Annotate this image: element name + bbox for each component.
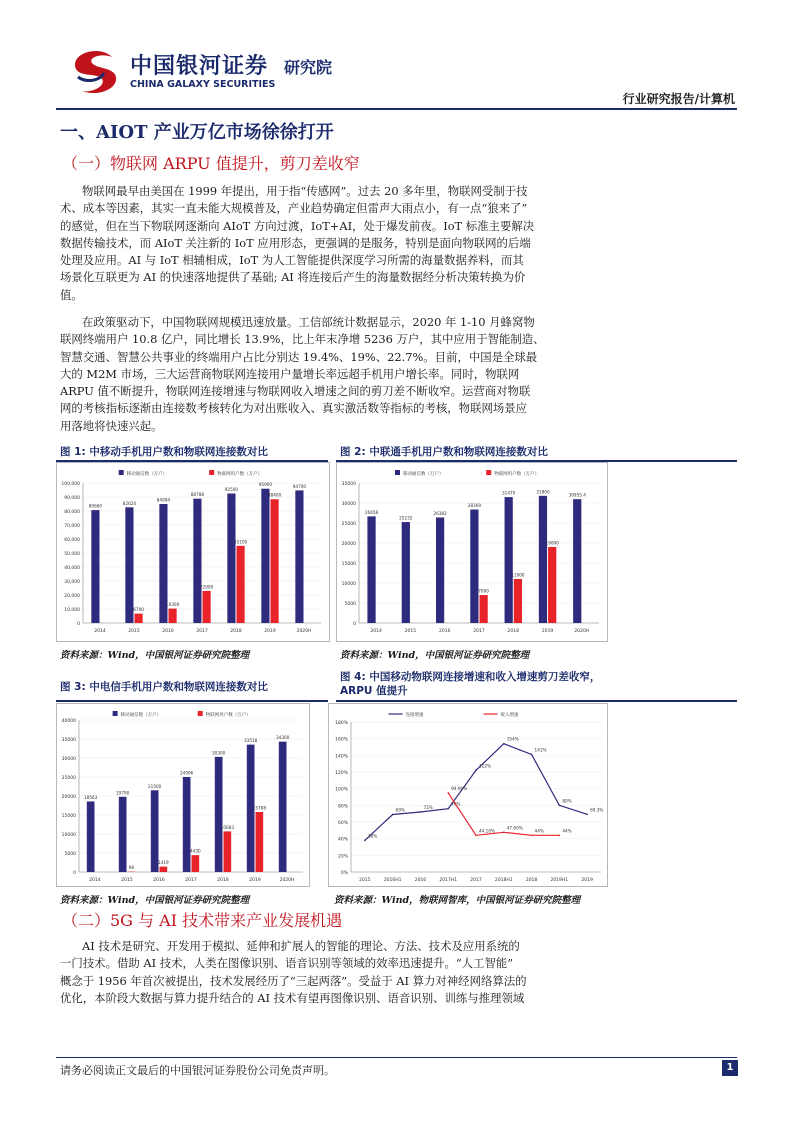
bar [192, 855, 200, 872]
x-tick-label: 2015 [359, 878, 371, 883]
x-tick-label: 2014 [370, 629, 382, 634]
x-tick-label: 2014 [89, 878, 101, 883]
footer-divider [56, 1057, 737, 1058]
data-label: 55100 [233, 539, 248, 545]
figure-1-chart [56, 462, 330, 642]
bar [87, 801, 95, 872]
brand-name-en: CHINA GALAXY SECURITIES [130, 79, 276, 90]
y-tick-label: 25000 [341, 522, 356, 527]
data-label: 88788 [190, 492, 205, 498]
data-point [503, 743, 505, 745]
x-tick-label: 2014 [94, 629, 106, 634]
bar [470, 510, 478, 623]
bar [224, 831, 232, 872]
legend-label: 移动通信数（万户） [403, 472, 444, 477]
data-label: 69% [395, 807, 405, 813]
data-label: 44% [562, 828, 572, 834]
bar [548, 547, 556, 623]
data-label: 98 [128, 865, 135, 871]
paragraph-2 [60, 314, 735, 435]
institute-name: 研究院 [284, 58, 333, 77]
y-tick-label: 0 [353, 622, 356, 627]
x-tick-label: 2018 [217, 878, 229, 883]
figure-4-chart [328, 703, 608, 887]
data-label: 15788 [252, 805, 267, 811]
data-label: 94.90% [451, 785, 468, 791]
x-tick-label: 2020H [574, 629, 590, 634]
figure-1-source: 资料来源：Wind，中国银河证券研究院整理 [60, 650, 250, 661]
x-tick-label: 2017 [185, 878, 197, 883]
x-tick-label: 2017 [470, 878, 482, 883]
data-label: 24996 [179, 770, 194, 776]
data-point [420, 811, 422, 813]
y-tick-label: 5000 [64, 852, 76, 857]
data-label: 122% [479, 763, 491, 769]
bar [135, 614, 143, 623]
data-label: 84994 [156, 497, 171, 503]
data-label: 30955.4 [568, 492, 586, 498]
y-tick-label: 120% [335, 771, 348, 776]
y-tick-label: 100,000 [61, 482, 80, 487]
data-label: 6700 [133, 607, 144, 613]
y-tick-label: 20000 [61, 795, 76, 800]
bar [160, 867, 168, 872]
series-line [365, 744, 587, 841]
data-point [586, 813, 588, 815]
header-divider [56, 108, 737, 110]
data-label: 76% [451, 801, 461, 807]
data-point [447, 792, 449, 794]
x-tick-label: 2020H [296, 629, 312, 634]
paragraph-line: 的感觉，但在当下物联网逐渐向 AIoT 方向过渡，IoT+AI，处于爆发前夜。IoT 标准主要解决 [60, 218, 535, 233]
report-type: 行业研究报告/计算机 [622, 92, 735, 106]
x-tick-label: 2016 [162, 629, 174, 634]
bar [505, 497, 513, 623]
data-label: 80660 [88, 503, 103, 509]
x-tick-label: 2019 [541, 629, 554, 634]
data-label: 19790 [115, 790, 130, 796]
x-tick-label: 2017H1 [439, 878, 458, 883]
x-tick-label: 2016H1 [383, 878, 402, 883]
y-tick-label: 20,000 [64, 594, 80, 599]
y-tick-label: 60,000 [64, 538, 80, 543]
data-label: 82624 [122, 500, 137, 506]
legend-label: 移动通信数（万户） [126, 472, 168, 477]
bar [227, 494, 235, 624]
y-tick-label: 5000 [344, 602, 356, 607]
figure-2-source: 资料来源：Wind，中国银河证券研究院整理 [340, 650, 530, 661]
paragraph-line: 物联网最早由美国在 1999 年提出，用于指“传感网”。过去 20 多年里，物联网受制于技 [82, 184, 528, 198]
y-tick-label: 80,000 [64, 510, 80, 515]
bar [514, 579, 522, 623]
data-label: 4430 [190, 848, 201, 854]
y-tick-label: 50,000 [64, 552, 80, 557]
bar [539, 496, 547, 623]
data-label: 38% [367, 833, 378, 839]
y-tick-label: 15000 [61, 814, 76, 819]
subsection-title-1: （一）物联网 ARPU 值提升，剪刀差收窄 [62, 154, 360, 173]
bar [295, 490, 303, 623]
bar [237, 546, 245, 623]
y-tick-label: 0% [340, 871, 348, 876]
y-tick-label: 30000 [341, 502, 356, 507]
bar [271, 499, 279, 623]
x-tick-label: 2019 [581, 878, 593, 883]
y-tick-label: 70,000 [64, 524, 80, 529]
legend-label: 物联网用户数（万户） [494, 472, 540, 477]
legend-swatch [198, 711, 203, 716]
paragraph-3 [60, 938, 735, 1007]
data-label: 10300 [165, 602, 180, 608]
data-label: 95900 [258, 482, 273, 488]
bar [256, 812, 264, 872]
footer-disclaimer: 请务必阅读正文最后的中国银河证券股份公司免责声明。 [60, 1064, 335, 1077]
data-label: 72% [423, 805, 433, 810]
data-label: 11000 [511, 572, 525, 578]
subsection-title-2: （二）5G 与 AI 技术带来产业发展机遇 [62, 911, 343, 930]
figure-3-source: 资料来源：Wind，中国银河证券研究院整理 [60, 895, 250, 906]
paragraph-line: 在政策驱动下，中国物联网规模迅速放量。工信部统计数据显示，2020 年 1-10 月蜂窝物 [82, 315, 535, 329]
data-label: 34300 [275, 735, 290, 741]
paragraph-line: 智慧交通、智慧公共事业的终端用户占比分别达 19.4%、19%、22.7%。目前，中国是全球最 [60, 349, 538, 364]
data-label: 25232 [399, 515, 413, 521]
data-label: 80% [562, 798, 572, 804]
galaxy-logo-icon [68, 47, 124, 97]
y-tick-label: 80% [337, 804, 348, 810]
paragraph-line: 用落地将快速兴起。 [60, 418, 163, 433]
y-tick-label: 60% [337, 821, 348, 826]
y-tick-label: 35000 [341, 482, 356, 487]
paragraph-line: 场景化互联更为 AI 的快速落地提供了基础; AI 将连接后产生的海量数据经分析决策转换为价 [60, 270, 526, 285]
paragraph-line: 优化，本阶段大数据与算力提升结合的 AI 技术有望再图像识别、语音识别、训练与推理领域 [60, 990, 525, 1005]
y-tick-label: 10000 [61, 833, 76, 838]
bar [125, 507, 133, 623]
data-label: 92500 [224, 487, 239, 492]
x-tick-label: 2019H1 [550, 878, 569, 883]
y-tick-label: 20% [337, 854, 348, 860]
y-tick-label: 90,000 [64, 496, 80, 501]
data-label: 21500 [147, 783, 162, 789]
data-label: 31470 [502, 490, 516, 496]
paragraph-1 [60, 183, 735, 304]
data-label: 28369 [467, 503, 482, 509]
y-tick-label: 10,000 [64, 608, 80, 613]
paragraph-line: 大的 M2M 市场，三大运营商物联网连接用户量增长率远超手机用户增长率。同时，物联网 [60, 366, 520, 381]
y-tick-label: 0 [73, 871, 76, 876]
legend-label: 连接增速 [405, 713, 424, 718]
data-label: 154% [506, 736, 519, 742]
y-tick-label: 140% [335, 754, 348, 760]
legend-swatch [113, 711, 118, 716]
bar [119, 797, 127, 872]
logo [68, 45, 368, 105]
bar [203, 591, 211, 623]
x-tick-label: 2015 [404, 629, 417, 634]
y-tick-label: 180% [335, 721, 348, 726]
data-label: 31800 [536, 489, 550, 495]
bar [183, 777, 191, 872]
data-label: 10683 [220, 824, 235, 830]
figure-3-title: 图 3: 中电信手机用户数和物联网连接数对比 [60, 681, 268, 693]
bar [402, 522, 410, 623]
legend-swatch [486, 470, 491, 475]
paragraph-line: 数据传输技术，而 AIoT 关注新的 IoT 应用形态，更强调的是服务，特别是面向物联网的后端 [60, 235, 531, 250]
data-label: 7000 [478, 588, 489, 594]
data-label: 47.60% [506, 825, 523, 831]
data-point [447, 808, 449, 810]
figure-4-rule [336, 700, 737, 702]
data-label: 88400 [267, 492, 282, 498]
x-tick-label: 2018 [507, 629, 520, 634]
y-tick-label: 40,000 [64, 566, 80, 571]
data-label: 33518 [243, 738, 258, 744]
data-label: 69.3% [590, 807, 604, 813]
legend-label: 物联网用户数（万户） [205, 713, 251, 718]
y-tick-label: 40% [337, 837, 348, 843]
data-label: 44.10% [479, 828, 495, 834]
paragraph-line: 值。 [60, 287, 83, 302]
data-point [392, 814, 394, 816]
paragraph-line: 一门技术。借助 AI 技术，人类在图像识别、语音识别等领域的效率迅速提升。“人工智能” [60, 956, 514, 971]
paragraph-line: 术、成本等因素，其实一直未能大规模普及，产业趋势确定但雷声大雨点小，有一点“狼来了” [60, 201, 528, 216]
y-tick-label: 25000 [61, 776, 76, 781]
y-tick-label: 30,000 [64, 580, 80, 585]
paragraph-line: 联网终端用户 10.8 亿户，同比增长 13.9%，比上年末净增 5236 万户，其中应用于智能制造、 [60, 332, 545, 347]
data-label: 26382 [433, 510, 447, 516]
figure-4-source: 资料来源：Wind，物联网智库，中国银河证券研究院整理 [334, 895, 581, 906]
figure-2-chart [336, 462, 608, 642]
bar [193, 499, 201, 623]
y-tick-label: 100% [335, 787, 348, 793]
bar [169, 609, 177, 623]
data-label: 18563 [83, 794, 98, 800]
data-point [559, 805, 561, 807]
y-tick-label: 35000 [61, 738, 76, 743]
data-point [531, 754, 533, 756]
figure-3-rule [56, 700, 328, 702]
x-tick-label: 2015 [128, 629, 140, 634]
y-tick-label: 0 [77, 622, 80, 627]
bar [573, 499, 581, 623]
x-tick-label: 2016 [414, 878, 427, 883]
figure-4-title: 图 4: 中国移动物联网连接增速和收入增速剪刀差收窄，ARPU 值提升 [340, 671, 601, 697]
data-label: 1419 [158, 860, 169, 866]
data-point [531, 835, 533, 837]
x-tick-label: 2018 [230, 629, 242, 634]
figure-1-title: 图 1: 中移动手机用户数和物联网连接数对比 [60, 446, 268, 458]
y-tick-label: 20000 [341, 542, 356, 547]
bar [367, 516, 375, 623]
bar [215, 757, 223, 872]
paragraph-line: ARPU 值不断提升，物联网连接增速与物联网收入增速之间的剪刀差不断收窄。运营商对物联 [60, 384, 531, 399]
data-label: 26658 [364, 509, 379, 515]
data-label: 44% [534, 828, 544, 834]
paragraph-line: AI 技术是研究、开发用于模拟、延伸和扩展人的智能的理论、方法、技术及应用系统的 [82, 939, 520, 953]
data-point [559, 835, 561, 837]
legend-swatch [119, 470, 124, 475]
legend-swatch [395, 470, 400, 475]
bar [91, 510, 99, 623]
data-point [503, 832, 505, 834]
data-label: 94700 [292, 483, 307, 489]
x-tick-label: 2016 [153, 878, 165, 883]
paragraph-line: 处理及应用。AI 与 IoT 相辅相成，IoT 为人工智能提供深度学习所需的海量数据养料，而其 [60, 253, 524, 268]
y-tick-label: 40000 [61, 719, 76, 724]
brand-name-cn: 中国银河证券 [130, 54, 269, 79]
x-tick-label: 2018 [525, 878, 538, 883]
section-title: 一、AIOT 产业万亿市场徐徐打开 [60, 122, 334, 143]
y-tick-label: 30000 [61, 757, 76, 762]
bar [261, 489, 269, 623]
bar [279, 742, 287, 872]
data-label: 30300 [211, 750, 226, 756]
y-tick-label: 160% [335, 737, 348, 743]
page-number: 1 [722, 1060, 738, 1076]
paragraph-line: 网的考核指标逐渐由连接数考核转化为对出账收入、真实激活数等指标的考核，物联网场景应 [60, 401, 528, 416]
data-label: 19000 [545, 540, 559, 546]
data-point [475, 770, 477, 772]
legend-label: 收入增速 [500, 713, 519, 718]
data-label: 141% [534, 747, 547, 753]
figure-2-title: 图 2: 中联通手机用户数和物联网连接数对比 [340, 446, 548, 458]
data-point [364, 840, 366, 842]
figure-3-chart [56, 703, 310, 887]
x-tick-label: 2017 [196, 629, 208, 634]
x-tick-label: 2016 [438, 629, 451, 634]
bar [480, 595, 488, 623]
data-label: 22900 [199, 584, 214, 590]
paragraph-line: 概念于 1956 年首次被提出，技术发展经历了“三起两落”。受益于 AI 算力对神经网络算法的 [60, 973, 527, 988]
legend-label: 物联网用户数（万户） [217, 472, 263, 477]
x-tick-label: 2018H1 [494, 878, 513, 883]
x-tick-label: 2019 [264, 629, 276, 634]
legend-swatch [209, 470, 214, 475]
bar [436, 517, 444, 623]
legend-label: 移动通信数（万户） [120, 713, 162, 718]
y-tick-label: 15000 [341, 562, 356, 567]
x-tick-label: 2019 [249, 878, 261, 883]
data-point [475, 834, 477, 836]
y-tick-label: 10000 [341, 582, 356, 587]
x-tick-label: 2020H [279, 878, 295, 883]
x-tick-label: 2017 [473, 629, 485, 634]
x-tick-label: 2015 [121, 878, 133, 883]
